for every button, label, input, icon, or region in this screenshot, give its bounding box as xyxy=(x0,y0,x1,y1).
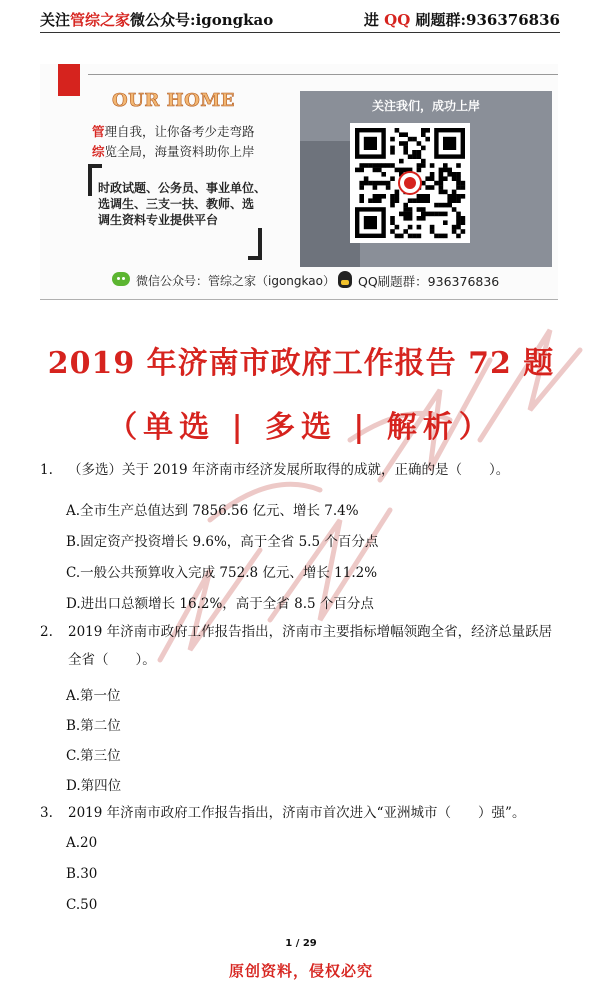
header-right-prefix: 进 xyxy=(363,10,379,29)
question-1-option-d[interactable]: D.进出口总额增长 16.2%，高于全省 8.5 个百分点 xyxy=(66,596,374,612)
header-left-prefix: 关注 xyxy=(40,10,71,29)
banner-red-block xyxy=(58,64,80,96)
wechat-text: 微信公众号：管综之家（igongkao） xyxy=(136,274,335,288)
question-stem: 2019 年济南市政府工作报告指出，济南市主要指标增幅领跑全省，经济总量跃居全省（ ）。 xyxy=(68,624,553,668)
qq-icon xyxy=(338,271,352,288)
banner-description: 时政试题、公务员、事业单位、 选调生、三支一扶、教师、选 调生资料专业提供平台 xyxy=(98,181,267,227)
question-number: 3. xyxy=(40,805,53,821)
header-qq-group: 刷题群:936376836 xyxy=(415,10,560,29)
header-wechat-id: 微公众号:igongkao xyxy=(130,10,274,29)
banner-slogan-1: 管理自我，让你备考少走弯路 xyxy=(92,124,255,139)
qr-panel xyxy=(300,91,552,267)
document-subtitle: （单选 | 多选 | 解析） xyxy=(107,410,495,445)
header-qq-label: QQ xyxy=(384,10,411,29)
question-stem: （多选）关于 2019 年济南市经济发展所取得的成就，正确的是（ ）。 xyxy=(68,462,510,478)
question-stem: 2019 年济南市政府工作报告指出，济南市首次进入“亚洲城市（ ）强”。 xyxy=(68,805,526,821)
qq-text: QQ刷题群：936376836 xyxy=(358,274,500,289)
question-2-option-a[interactable]: A.第一位 xyxy=(66,688,121,704)
page-number: 1 / 29 xyxy=(285,938,317,949)
question-3-option-b[interactable]: B.30 xyxy=(66,866,98,882)
qr-code-image xyxy=(350,123,470,243)
question-1-option-c[interactable]: C.一般公共预算收入完成 752.8 亿元、增长 11.2% xyxy=(66,565,378,581)
header-brand: 管综之家 xyxy=(70,10,131,29)
header-divider xyxy=(40,32,560,33)
question-2-option-c[interactable]: C.第三位 xyxy=(66,748,121,764)
page-header xyxy=(40,6,560,32)
question-3-option-a[interactable]: A.20 xyxy=(66,835,98,851)
header-left xyxy=(40,9,273,30)
question-1-option-a[interactable]: A.全市生产总值达到 7856.56 亿元、增长 7.4% xyxy=(66,503,359,519)
question-2-option-d[interactable]: D.第四位 xyxy=(66,778,122,794)
question-2-option-b[interactable]: B.第二位 xyxy=(66,718,121,734)
bracket-bottom-right xyxy=(248,228,262,260)
banner-logo-text: OUR HOME xyxy=(112,90,235,111)
question-1-option-b[interactable]: B.固定资产投资增长 9.6%，高于全省 5.5 个百分点 xyxy=(66,534,379,550)
question-number: 1. xyxy=(40,462,53,478)
header-right xyxy=(364,9,560,30)
banner-bottom-line xyxy=(40,299,558,300)
copyright-footer: 原创资料，侵权必究 xyxy=(228,962,373,980)
question-number: 2. xyxy=(40,624,53,640)
banner-top-line xyxy=(88,74,558,75)
promo-banner xyxy=(40,64,558,300)
question-3-option-c[interactable]: C.50 xyxy=(66,897,98,913)
document-title: 2019 年济南市政府工作报告 72 题 xyxy=(47,346,555,381)
wechat-icon xyxy=(112,272,130,286)
banner-slogan-2: 综览全局，海量资料助你上岸 xyxy=(92,144,255,159)
qr-caption: 关注我们，成功上岸 xyxy=(371,99,480,113)
